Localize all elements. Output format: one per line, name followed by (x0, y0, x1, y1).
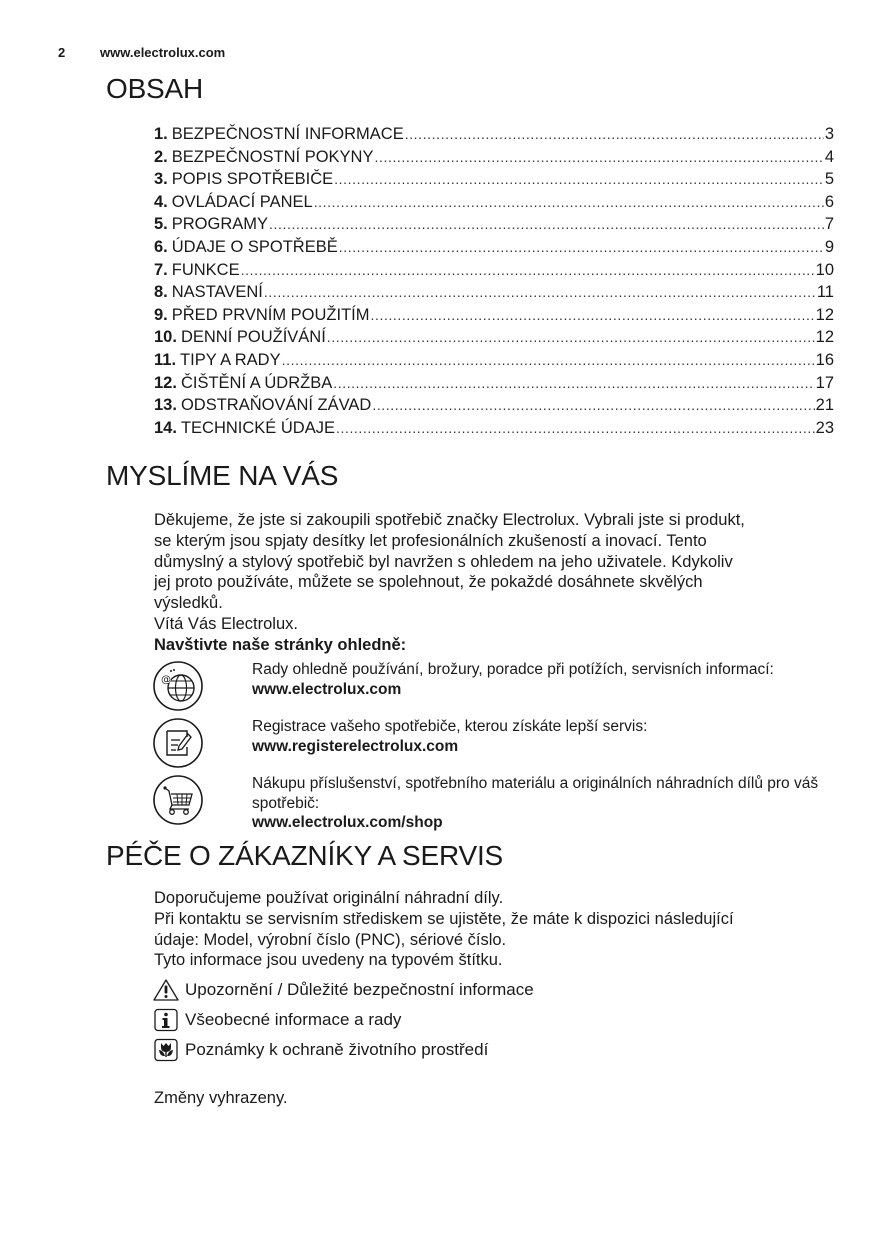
welcome-text: Vítá Vás Electrolux. (154, 614, 298, 633)
shopping-cart-icon (152, 774, 204, 826)
toc-number: 1. (154, 125, 168, 143)
toc-page: 12 (815, 328, 834, 347)
page-number: 2 (58, 45, 66, 60)
toc-page: 12 (815, 305, 834, 324)
toc-label: PROGRAMY (171, 215, 269, 234)
registration-document-icon (152, 717, 204, 769)
text-line: údaje: Model, výrobní číslo (PNC), sériové číslo. (154, 930, 507, 949)
toc-entry[interactable] (154, 191, 834, 214)
electrolux-website-link[interactable]: www.electrolux.com (252, 680, 402, 698)
toc-page: 11 (816, 283, 834, 302)
toc-leader (282, 349, 815, 372)
toc-leader (327, 326, 815, 349)
link-description (252, 660, 842, 699)
toc-leader (374, 146, 823, 169)
toc-number: 5. (154, 215, 168, 234)
toc-page: 16 (815, 350, 834, 369)
toc-label: NASTAVENÍ (171, 283, 263, 302)
toc-leader (372, 394, 814, 417)
toc-entry[interactable] (154, 349, 834, 372)
toc-entry[interactable] (154, 304, 834, 327)
toc-page: 9 (824, 237, 834, 256)
changes-reserved-note: Změny vyhrazeny. (154, 1089, 288, 1107)
legend-environment (152, 1036, 488, 1064)
shop-website-link[interactable]: www.electrolux.com/shop (252, 814, 443, 831)
info-icon (152, 1008, 180, 1032)
toc-entry[interactable] (154, 168, 834, 191)
toc-page: 6 (824, 192, 834, 211)
toc-entry[interactable] (154, 146, 834, 169)
toc-entry[interactable] (154, 236, 834, 259)
toc-label: BEZPEČNOSTNÍ INFORMACE (171, 125, 404, 143)
link-text: Rady ohledně používání, brožury, poradce při potížích, servisních informací: (252, 661, 774, 678)
toc-leader (269, 213, 824, 236)
warning-triangle-icon (152, 978, 180, 1002)
toc-number: 10. (154, 328, 177, 347)
toc-entry[interactable] (154, 417, 834, 440)
toc-entry[interactable] (154, 123, 834, 146)
toc-number: 2. (154, 147, 168, 166)
thank-you-text (154, 510, 844, 656)
text-line: jej proto používáte, můžete se spolehnout, že pokaždé dosáhnete skvělých (154, 573, 703, 592)
toc-page: 4 (824, 147, 834, 166)
table-of-contents (154, 123, 834, 439)
toc-number: 9. (154, 305, 168, 324)
toc-page: 7 (824, 215, 834, 234)
link-text: Registrace vašeho spotřebiče, kterou získáte lepší servis: (252, 718, 648, 735)
toc-number: 12. (154, 373, 177, 392)
visit-label: Navštivte naše stránky ohledně: (154, 635, 407, 654)
toc-label: ODSTRAŇOVÁNÍ ZÁVAD (180, 396, 372, 415)
toc-title: OBSAH (106, 73, 204, 104)
toc-number: 4. (154, 192, 168, 211)
globe-at-icon (152, 660, 204, 712)
toc-label: OVLÁDACÍ PANEL (171, 192, 313, 211)
toc-number: 11. (154, 350, 177, 369)
service-text (154, 888, 844, 971)
toc-label: TECHNICKÉ ÚDAJE (180, 418, 335, 437)
toc-number: 7. (154, 260, 168, 279)
toc-number: 13. (154, 396, 177, 415)
toc-label: BEZPEČNOSTNÍ POKYNY (171, 147, 374, 166)
text-line: Tyto informace jsou uvedeny na typovém štítku. (154, 951, 503, 970)
toc-entry[interactable] (154, 213, 834, 236)
header-website: www.electrolux.com (100, 45, 226, 60)
toc-entry[interactable] (154, 372, 834, 395)
svg-text:@: @ (161, 674, 171, 686)
link-description (252, 717, 842, 756)
toc-page: 3 (824, 125, 834, 143)
toc-leader (405, 123, 824, 146)
legend-text: Poznámky k ochraně životního prostředí (185, 1040, 489, 1059)
toc-leader (334, 168, 824, 191)
toc-page: 5 (824, 170, 834, 189)
toc-page: 10 (815, 260, 834, 279)
toc-leader (370, 304, 814, 327)
text-line: důmyslný a stylový spotřebič byl navržen s ohledem na jeho uživatele. Kdykoliv (154, 552, 733, 571)
legend-info (152, 1006, 401, 1034)
toc-label: DENNÍ POUŽÍVÁNÍ (180, 328, 326, 347)
toc-leader (264, 281, 816, 304)
register-website-link[interactable]: www.registerelectrolux.com (252, 737, 459, 755)
toc-page: 23 (815, 418, 834, 437)
toc-entry[interactable] (154, 259, 834, 282)
text-line: se kterým jsou spjaty desítky let profesionálních zkušeností a inovací. Tento (154, 531, 707, 550)
legend-text: Upozornění / Důležité bezpečnostní informace (185, 980, 534, 999)
toc-label: FUNKCE (171, 260, 240, 279)
toc-label: ČIŠTĚNÍ A ÚDRŽBA (180, 373, 333, 392)
environment-flower-icon (152, 1038, 180, 1062)
toc-leader (241, 259, 815, 282)
toc-number: 14. (154, 418, 177, 437)
text-line: Doporučujeme používat originální náhradní díly. (154, 889, 504, 907)
toc-number: 6. (154, 237, 168, 256)
legend-text: Všeobecné informace a rady (185, 1010, 402, 1029)
legend-warning (152, 976, 534, 1004)
toc-page: 17 (815, 373, 834, 392)
toc-entry[interactable] (154, 281, 834, 304)
thinking-of-you-title: MYSLÍME NA VÁS (106, 460, 339, 491)
toc-number: 3. (154, 170, 168, 189)
link-text: Nákupu příslušenství, spotřebního materiálu a originálních náhradních dílů pro váš spotřebič: (252, 775, 819, 812)
toc-label: POPIS SPOTŘEBIČE (171, 170, 334, 189)
toc-leader (336, 417, 815, 440)
toc-label: PŘED PRVNÍM POUŽITÍM (171, 305, 370, 324)
toc-leader (314, 191, 824, 214)
text-line: Děkujeme, že jste si zakoupili spotřebič značky Electrolux. Vybrali jste si produkt, (154, 511, 745, 529)
toc-leader (339, 236, 824, 259)
toc-page: 21 (815, 396, 834, 415)
text-line: výsledků. (154, 594, 223, 613)
toc-label: ÚDAJE O SPOTŘEBĚ (171, 237, 338, 256)
text-line: Při kontaktu se servisním střediskem se ujistěte, že máte k dispozici následující (154, 909, 734, 928)
toc-entry[interactable] (154, 326, 834, 349)
customer-care-title: PÉČE O ZÁKAZNÍKY A SERVIS (106, 840, 504, 871)
toc-label: TIPY A RADY (180, 350, 281, 369)
toc-number: 8. (154, 283, 168, 302)
toc-leader (333, 372, 814, 395)
toc-entry[interactable] (154, 394, 834, 417)
link-description (252, 774, 842, 833)
